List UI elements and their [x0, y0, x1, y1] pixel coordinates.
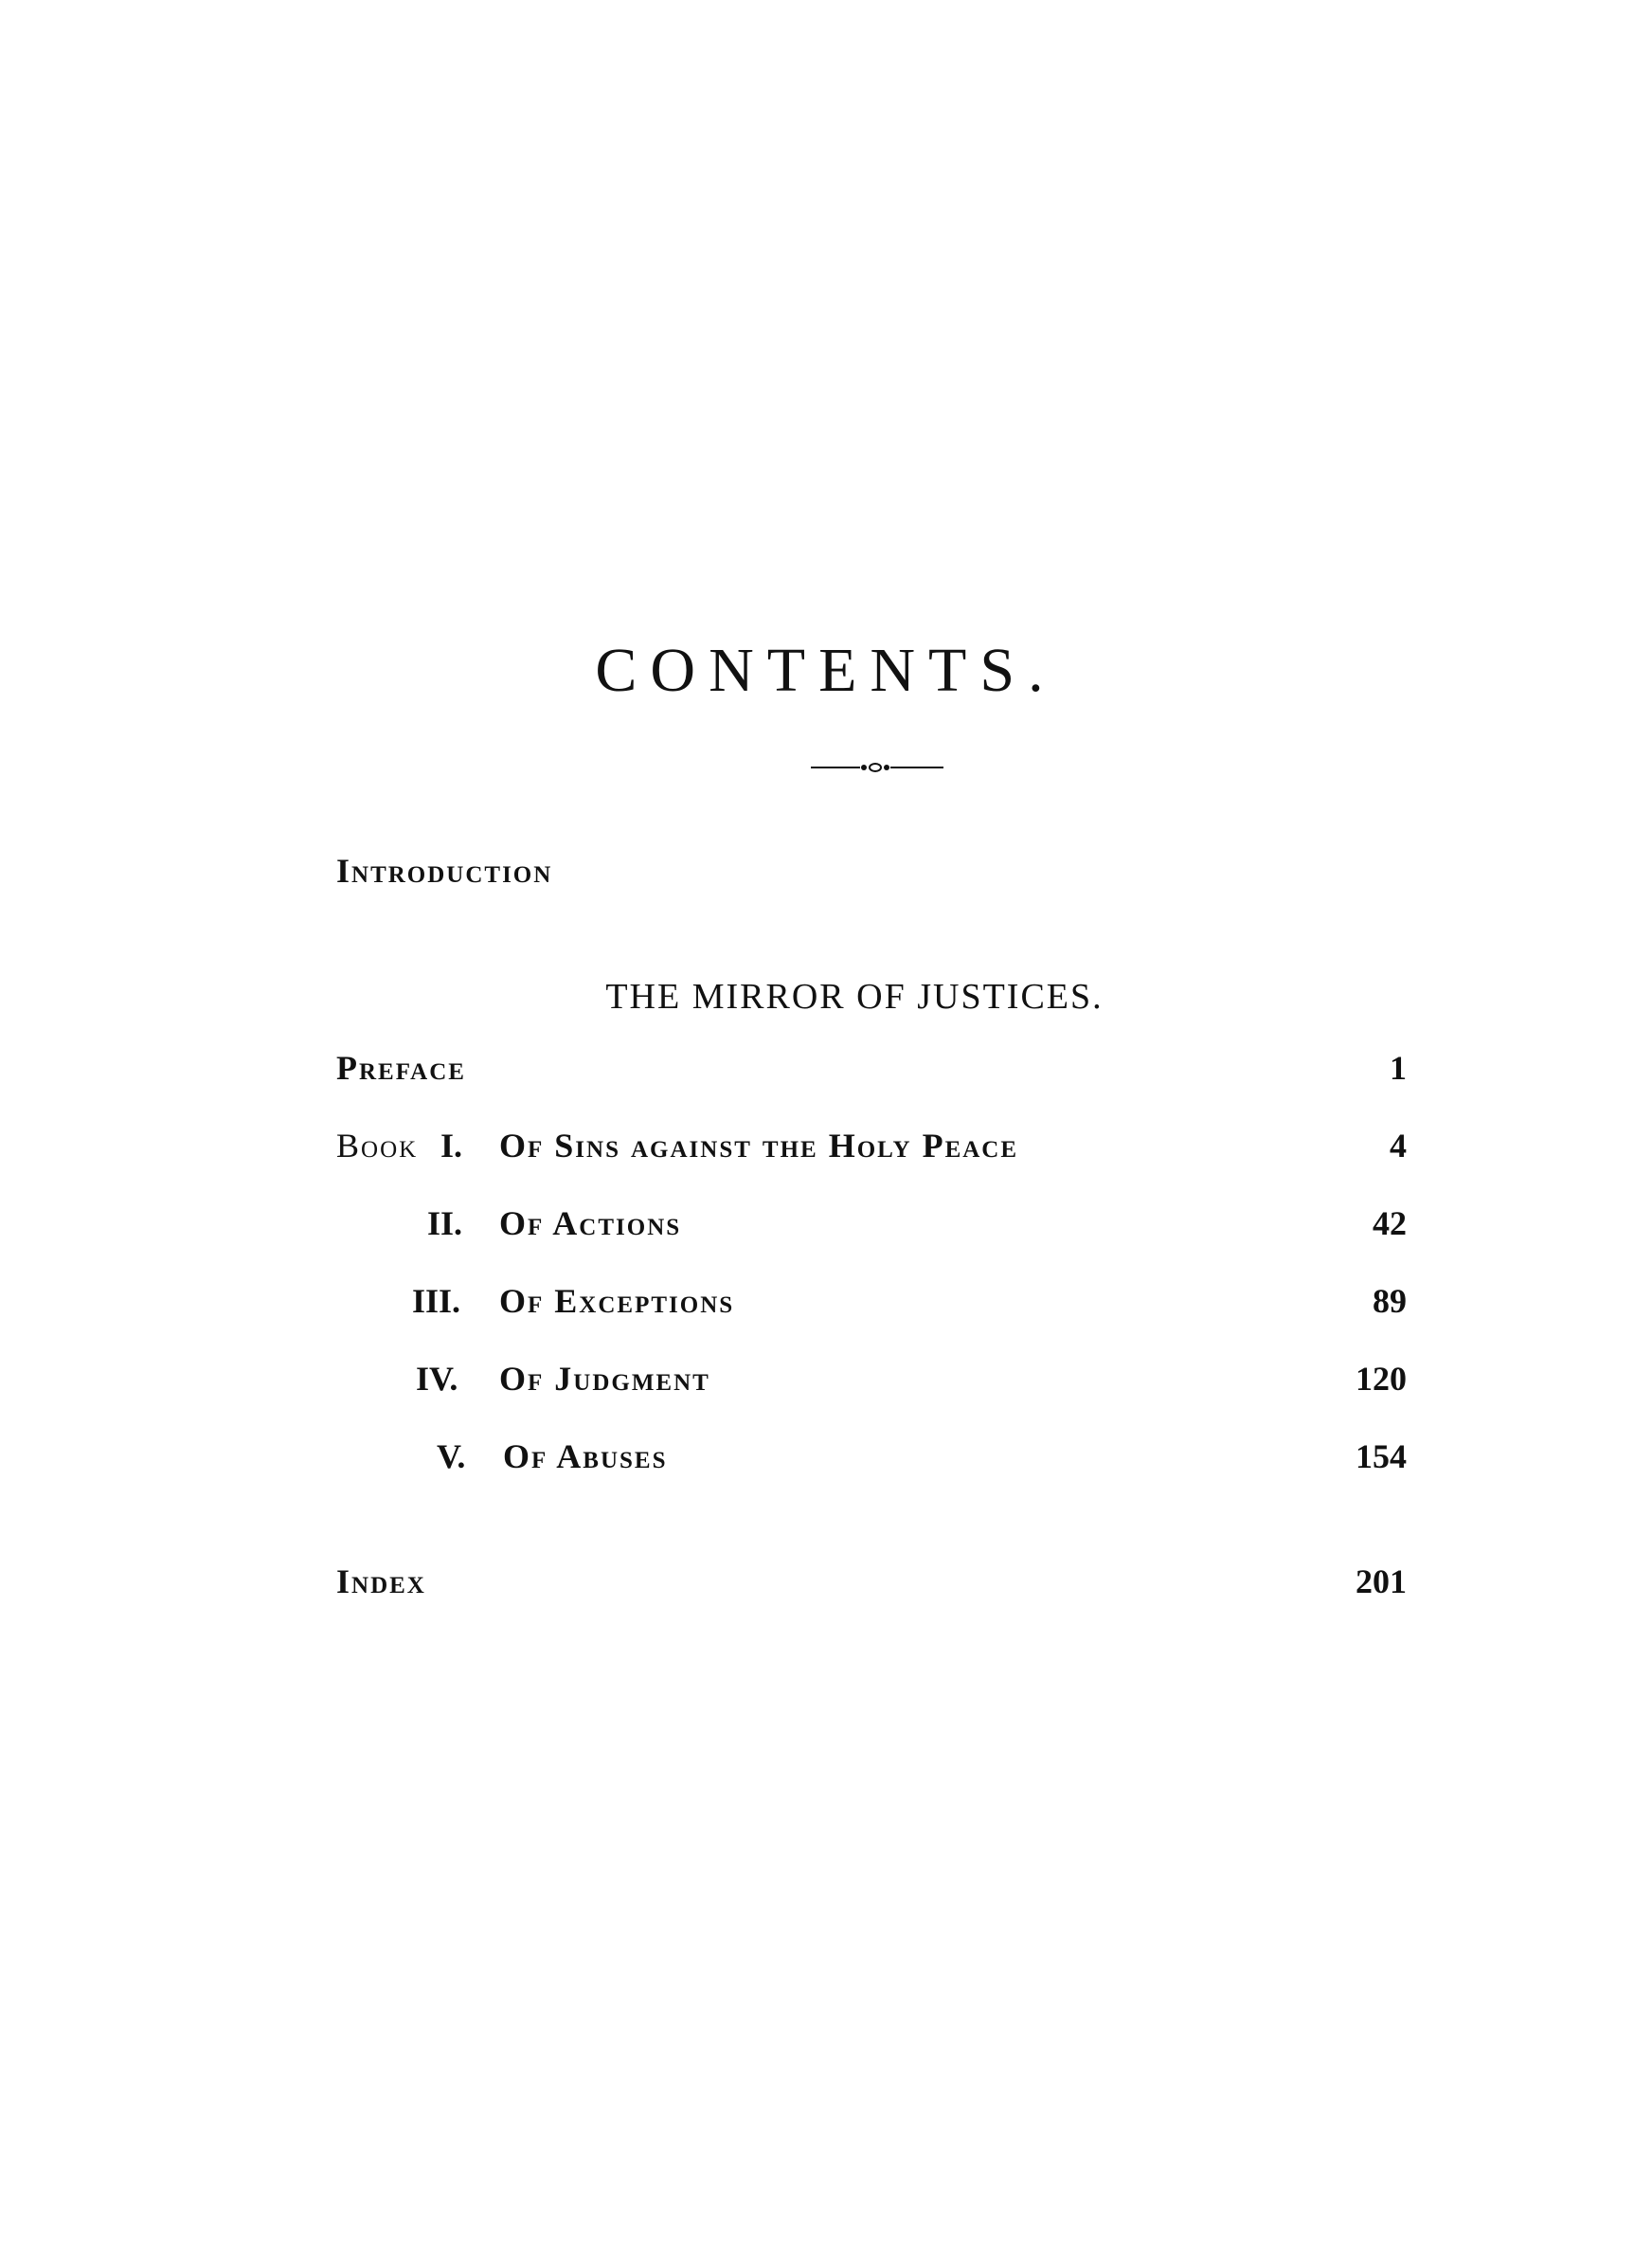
ornament-divider — [811, 756, 943, 779]
toc-entry-label: Of Exceptions — [499, 1282, 735, 1320]
toc-entry-page: 4 — [1390, 1127, 1407, 1165]
toc-entry-book-4[interactable] — [336, 1355, 1407, 1402]
page-title: CONTENTS. — [595, 636, 1057, 705]
book-numeral: II. — [427, 1204, 463, 1242]
toc-entry-label: Of Judgment — [499, 1360, 710, 1398]
toc-entry-label: Of Sins against the Holy Peace — [499, 1127, 1019, 1165]
toc-entry-label: Of Abuses — [503, 1437, 668, 1475]
toc-entry-page: 201 — [1356, 1562, 1407, 1600]
toc-entry-index[interactable] — [336, 1558, 1407, 1605]
toc-entry-label: Of Actions — [499, 1204, 682, 1242]
toc-entry-page: 89 — [1373, 1282, 1407, 1320]
toc-entry-book-1[interactable] — [336, 1122, 1407, 1169]
toc-entry-page: 42 — [1373, 1204, 1407, 1242]
toc-entry-book-2[interactable] — [336, 1200, 1407, 1247]
toc-entry-book-3[interactable] — [336, 1277, 1407, 1325]
toc-entry-label: Index — [336, 1562, 426, 1600]
toc-entry-page: 120 — [1356, 1360, 1407, 1398]
book-numeral: V. — [437, 1437, 466, 1475]
book-numeral: III. — [412, 1282, 461, 1320]
toc-entry-preface[interactable] — [336, 1044, 1407, 1092]
section-subtitle: THE MIRROR OF JUSTICES. — [605, 977, 1104, 1017]
book-label: Book — [336, 1127, 419, 1165]
toc-entry-book-5[interactable] — [336, 1433, 1407, 1480]
book-numeral: I. — [440, 1127, 463, 1165]
introduction-entry[interactable]: Introduction — [336, 852, 553, 890]
toc-entry-label: Preface — [336, 1049, 466, 1087]
book-numeral: IV. — [416, 1360, 458, 1398]
toc-entry-page: 1 — [1390, 1049, 1407, 1087]
toc-entry-page: 154 — [1356, 1437, 1407, 1475]
